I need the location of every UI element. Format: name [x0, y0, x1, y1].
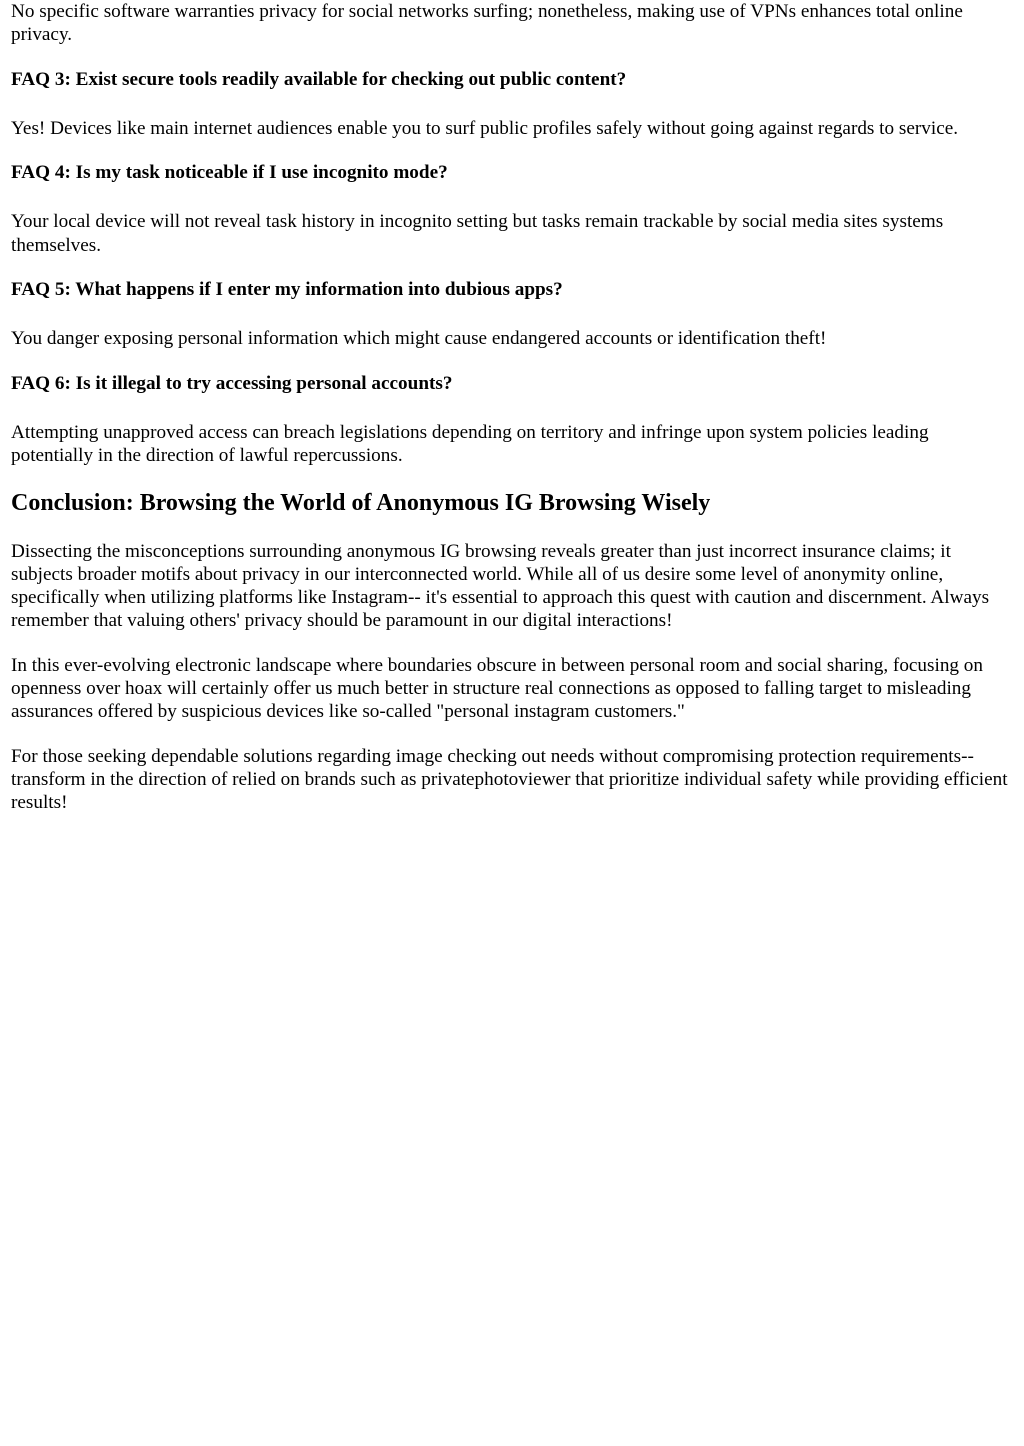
- conclusion-heading: Conclusion: Browsing the World of Anonymous IG Browsing Wisely: [11, 489, 711, 516]
- faq-answer: You danger exposing personal information which might cause endangered accounts or identification theft!: [11, 328, 827, 350]
- conclusion-paragraph: For those seeking dependable solutions regarding image checking out needs without compromising protection requirements-- transform in the direction of relied on brands such as privatephotoviewer that prioritize individual safety while providing efficient results!: [11, 745, 1008, 814]
- conclusion-paragraph: In this ever-evolving electronic landscape where boundaries obscure in between personal room and social sharing, focusing on openness over hoax will certainly offer us much better in structure real connections as opposed to falling target to misleading assurances offered by suspicious devices like so-called "personal instagram customers.": [11, 654, 983, 723]
- faq-question: FAQ 5: What happens if I enter my information into dubious apps?: [11, 279, 563, 301]
- faq-question: FAQ 4: Is my task noticeable if I use incognito mode?: [11, 162, 448, 184]
- intro-paragraph: No specific software warranties privacy for social networks surfing; nonetheless, making use of VPNs enhances total online privacy.: [11, 1, 963, 46]
- faq-question: FAQ 6: Is it illegal to try accessing personal accounts?: [11, 372, 453, 394]
- faq-answer: Your local device will not reveal task history in incognito setting but tasks remain trackable by social media sites systems themselves.: [11, 211, 944, 256]
- conclusion-paragraph: Dissecting the misconceptions surrounding anonymous IG browsing reveals greater than just incorrect insurance claims; it subjects broader motifs about privacy in our interconnected world. While all of us desire some level of anonymity online, specifically when utilizing platforms like Instagram-- it's essential to approach this quest with caution and discernment. Always remember that valuing others' privacy should be paramount in our digital interactions!: [11, 540, 990, 632]
- faq-answer: Attempting unapproved access can breach legislations depending on territory and infringe upon system policies leading potentially in the direction of lawful repercussions.: [11, 421, 929, 467]
- faq-question: FAQ 3: Exist secure tools readily available for checking out public content?: [11, 68, 627, 90]
- faq-answer: Yes! Devices like main internet audiences enable you to surf public profiles safely without going against regards to service.: [11, 117, 959, 139]
